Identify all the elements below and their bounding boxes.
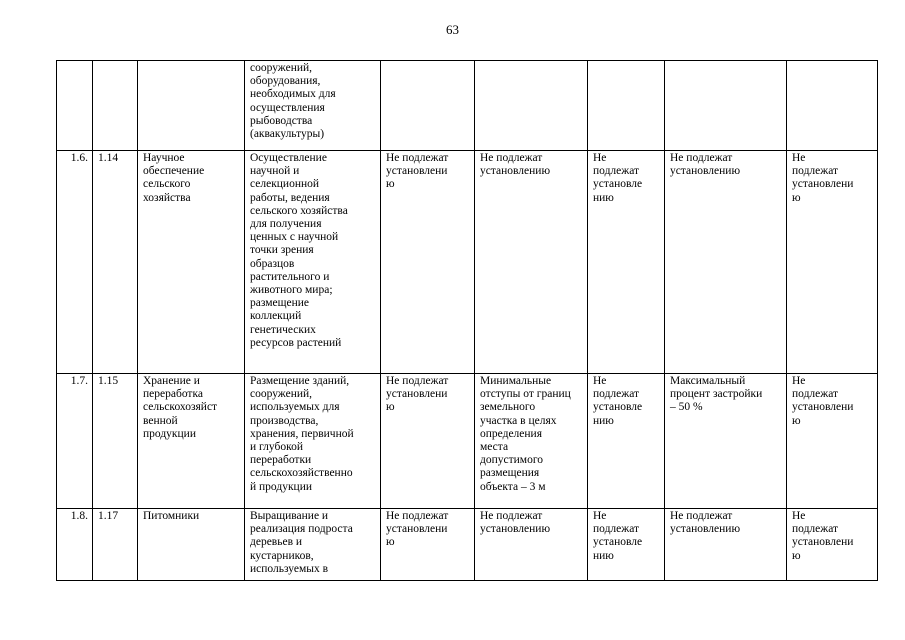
other-params-cell: Не подлежат установлени ю — [787, 151, 878, 374]
use-type-cell: Питомники — [138, 509, 245, 581]
code-cell: 1.15 — [93, 374, 138, 509]
floors-cell — [588, 61, 665, 151]
table-row — [57, 61, 878, 151]
setback-cell — [475, 61, 588, 151]
coverage-cell: Не подлежат установлению — [665, 151, 787, 374]
description-cell: Выращивание и реализация подроста деревьев и кустарников, используемых в — [245, 509, 381, 581]
description-cell: Осуществление научной и селекционной работы, ведения сельского хозяйства для получения ценных с научной точки зрения образцов растительного и животного мира; размещение коллекций генетических ресурсов растений — [245, 151, 381, 374]
coverage-cell: Максимальный процент застройки – 50 % — [665, 374, 787, 509]
table-row — [57, 509, 878, 581]
coverage-cell: Не подлежат установлению — [665, 509, 787, 581]
description-cell: Размещение зданий, сооружений, используемых для производства, хранения, первичной и глубокой переработки сельскохозяйственно й продукции — [245, 374, 381, 509]
row-number-cell: 1.7. — [57, 374, 93, 509]
table-row — [57, 374, 878, 509]
plot-size-cell: Не подлежат установлени ю — [381, 509, 475, 581]
floors-cell: Не подлежат установле нию — [588, 509, 665, 581]
description-cell: сооружений, оборудования, необходимых для осуществления рыбоводства (аквакультуры) — [245, 61, 381, 151]
plot-size-cell — [381, 61, 475, 151]
plot-size-cell: Не подлежат установлени ю — [381, 151, 475, 374]
use-type-cell — [138, 61, 245, 151]
code-cell: 1.17 — [93, 509, 138, 581]
table-row — [57, 151, 878, 374]
row-number-cell — [57, 61, 93, 151]
row-number-cell: 1.6. — [57, 151, 93, 374]
use-type-cell: Хранение и переработка сельскохозяйст венной продукции — [138, 374, 245, 509]
regulations-table — [56, 60, 878, 581]
coverage-cell — [665, 61, 787, 151]
page-number: 63 — [446, 22, 459, 37]
other-params-cell: Не подлежат установлени ю — [787, 374, 878, 509]
plot-size-cell: Не подлежат установлени ю — [381, 374, 475, 509]
floors-cell: Не подлежат установле нию — [588, 151, 665, 374]
row-number-cell: 1.8. — [57, 509, 93, 581]
code-cell: 1.14 — [93, 151, 138, 374]
code-cell — [93, 61, 138, 151]
setback-cell: Минимальные отступы от границ земельного участка в целях определения места допустимого размещения объекта – 3 м — [475, 374, 588, 509]
other-params-cell: Не подлежат установлени ю — [787, 509, 878, 581]
setback-cell: Не подлежат установлению — [475, 151, 588, 374]
other-params-cell — [787, 61, 878, 151]
floors-cell: Не подлежат установле нию — [588, 374, 665, 509]
use-type-cell: Научное обеспечение сельского хозяйства — [138, 151, 245, 374]
setback-cell: Не подлежат установлению — [475, 509, 588, 581]
